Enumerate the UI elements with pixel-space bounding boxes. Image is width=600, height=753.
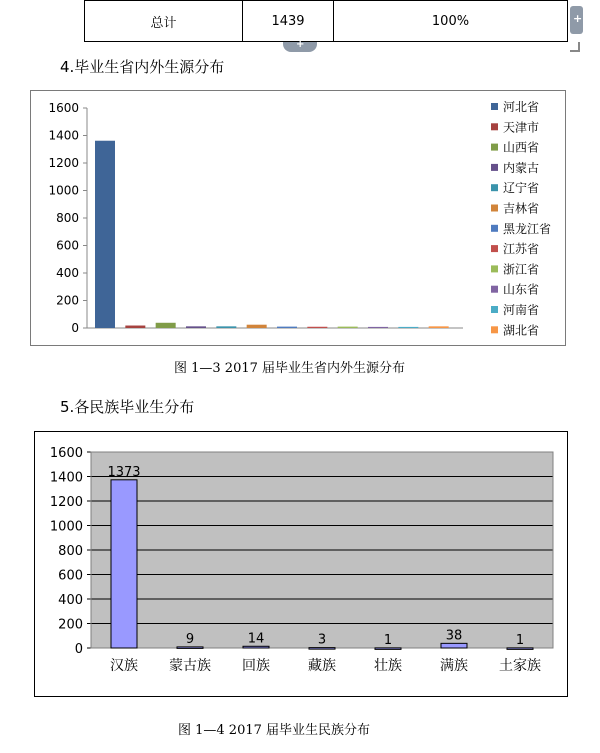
bar-黑龙江省 [277, 327, 297, 328]
x-category-label: 回族 [242, 658, 270, 674]
legend-label: 河北省 [503, 100, 540, 114]
data-label: 1373 [107, 464, 141, 480]
bar-山西省 [156, 323, 176, 328]
y-tick-label: 1200 [48, 156, 79, 170]
bar-湖北省 [429, 326, 449, 328]
legend-label: 辽宁省 [503, 181, 540, 196]
bar-土家族 [507, 648, 533, 650]
bar-江苏省 [307, 327, 327, 328]
ethnic-chart-svg [35, 432, 567, 696]
data-label: 3 [317, 632, 327, 648]
y-tick-label: 1600 [48, 101, 79, 115]
legend-label: 浙江省 [503, 262, 540, 277]
y-tick-label: 1200 [49, 495, 83, 510]
x-category-label: 蒙古族 [169, 658, 211, 674]
data-label: 1 [383, 632, 393, 648]
legend-label: 黑龙江省 [503, 221, 552, 236]
bar-满族 [441, 643, 467, 648]
bar-河北省 [95, 141, 115, 328]
y-tick-label: 400 [58, 593, 83, 608]
legend-swatch [491, 245, 498, 252]
section4-heading: 4.毕业生省内外生源分布 [60, 58, 225, 76]
y-tick-label: 1400 [49, 470, 83, 486]
legend-label: 山西省 [503, 140, 540, 155]
y-tick-label: 1000 [48, 183, 79, 198]
bar-吉林省 [247, 325, 267, 328]
legend-swatch [491, 306, 498, 313]
legend-label: 天津市 [503, 120, 540, 135]
bar-内蒙古 [186, 326, 206, 328]
legend-label: 江苏省 [503, 242, 540, 257]
total-percent-cell: 100% [334, 1, 568, 42]
bar-辽宁省 [216, 326, 236, 328]
figure-1-3-caption: 图 1—3 2017 届毕业生省内外生源分布 [174, 361, 406, 376]
y-tick-label: 800 [58, 544, 83, 559]
add-row-handle[interactable] [283, 42, 317, 52]
y-tick-label: 400 [56, 266, 79, 280]
legend-swatch [491, 184, 498, 191]
legend-label: 河南省 [503, 303, 540, 317]
y-tick-label: 200 [58, 617, 83, 633]
x-category-label: 满族 [440, 658, 468, 674]
total-count-cell: 1439 [243, 1, 334, 42]
legend-swatch [491, 205, 498, 212]
y-tick-label: 0 [71, 321, 79, 335]
bar-回族 [243, 646, 269, 648]
bar-蒙古族 [177, 647, 203, 649]
table-resize-handle[interactable] [570, 42, 580, 52]
bar-汉族 [111, 480, 137, 648]
data-label: 9 [185, 631, 195, 647]
legend-swatch [491, 326, 498, 333]
y-tick-label: 200 [56, 293, 79, 308]
legend-label: 湖北省 [503, 323, 540, 338]
bar-河南省 [398, 327, 418, 328]
y-tick-label: 0 [74, 642, 83, 657]
legend-label: 吉林省 [503, 201, 540, 216]
data-label: 14 [247, 631, 265, 647]
legend-label: 内蒙古 [503, 160, 540, 175]
legend-swatch [491, 265, 498, 272]
ethnic-chart [34, 431, 568, 697]
bar-壮族 [375, 648, 401, 650]
table-row [85, 1, 568, 42]
add-column-handle[interactable] [570, 6, 583, 34]
y-tick-label: 1000 [49, 519, 83, 535]
bar-浙江省 [338, 327, 358, 328]
data-label: 1 [515, 632, 525, 648]
y-tick-label: 1400 [48, 128, 79, 143]
section5-heading: 5.各民族毕业生分布 [60, 398, 195, 416]
y-tick-label: 800 [56, 211, 79, 225]
province-chart-svg [31, 91, 565, 345]
legend-swatch [491, 225, 498, 232]
x-category-label: 汉族 [110, 658, 138, 674]
legend-swatch [491, 103, 498, 110]
y-tick-label: 600 [56, 238, 79, 253]
legend-swatch [491, 123, 498, 130]
bar-藏族 [309, 648, 335, 650]
x-category-label: 藏族 [308, 658, 336, 674]
legend-swatch [491, 286, 498, 293]
y-tick-label: 1600 [49, 446, 83, 461]
total-label-cell: 总计 [85, 1, 243, 42]
bar-天津市 [125, 326, 145, 328]
x-category-label: 壮族 [374, 658, 402, 674]
bar-山东省 [368, 327, 388, 328]
y-tick-label: 600 [58, 568, 83, 584]
legend-swatch [491, 144, 498, 151]
total-table [84, 0, 568, 42]
x-category-label: 土家族 [499, 658, 541, 674]
data-label: 38 [445, 628, 463, 644]
legend-swatch [491, 164, 498, 171]
figure-1-4-caption: 图 1—4 2017 届毕业生民族分布 [178, 723, 371, 738]
legend-label: 山东省 [503, 282, 540, 297]
province-chart [30, 90, 566, 346]
